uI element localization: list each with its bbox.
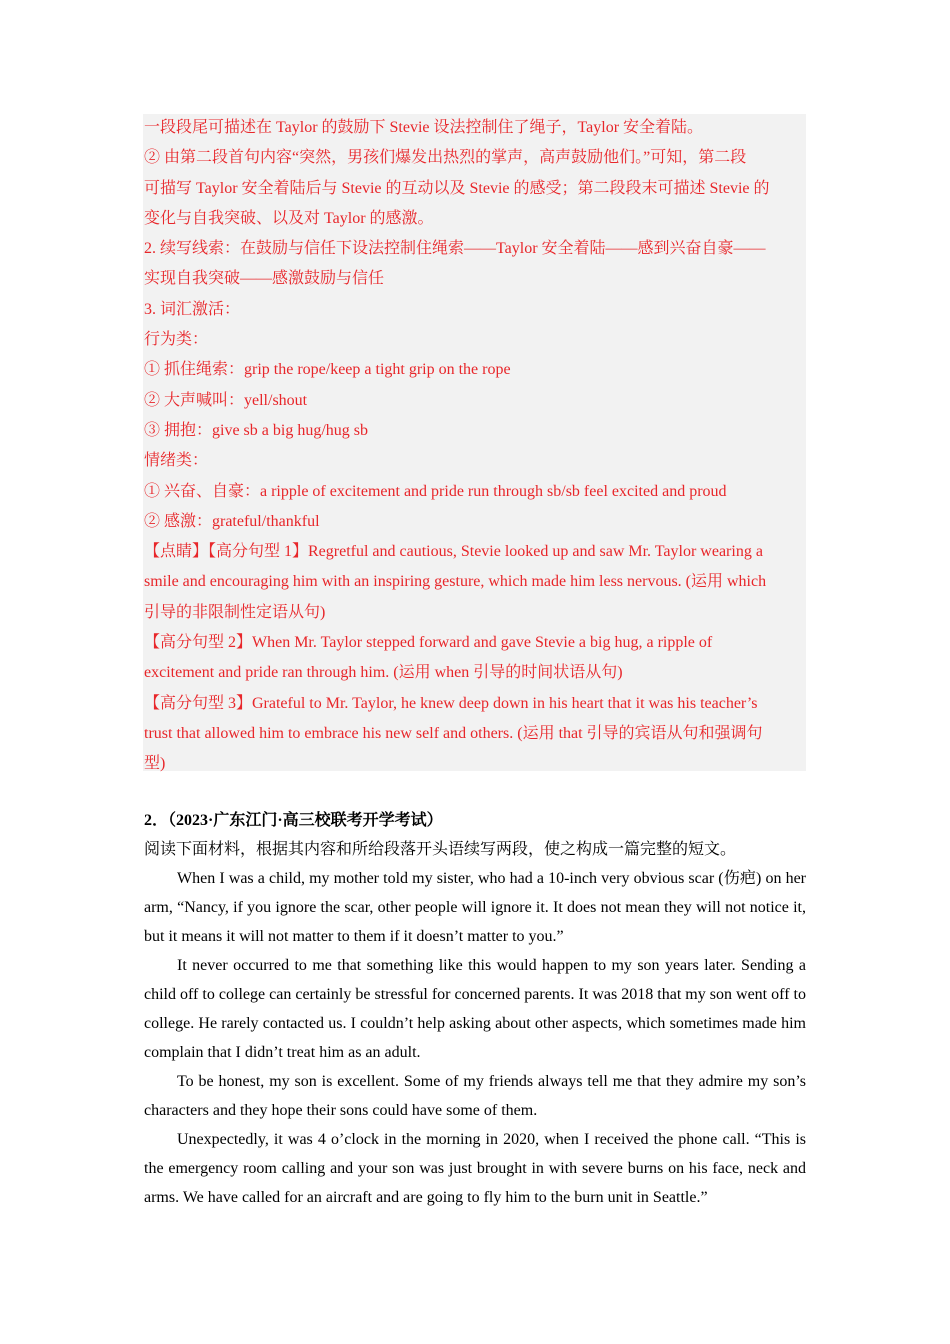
answer-line: 实现自我突破——感激鼓励与信任 bbox=[144, 270, 385, 288]
story-paragraph: When I was a child, my mother told my sister, who had a 10-inch very obvious scar (伤疤) on her arm, “Nancy, if you ignore the scar, other people will ignore it. It does not mean they will not notice it, but it means it will not matter to them if it doesn’t matter to you.” bbox=[144, 870, 806, 945]
answer-line: 行为类： bbox=[144, 331, 209, 349]
answer-line: 【点睛】【高分句型 1】Regretful and cautious, Stevie looked up and saw Mr. Taylor wearing a bbox=[144, 543, 763, 561]
answer-line: excitement and pride ran through him. (运用 when 引导的时间状语从句) bbox=[144, 664, 623, 682]
answer-line: 【高分句型 2】When Mr. Taylor stepped forward and gave Stevie a big hug, a ripple of bbox=[144, 634, 713, 652]
story-paragraph: It never occurred to me that something like this would happen to my son years later. Sending a child off to college can certainly be stressful for concerned parents. It was 2018 that my son went off to college. He rarely contacted us. I couldn’t help asking about other aspects, which sometimes made him complain that I didn’t treat him as an adult. bbox=[144, 957, 806, 1061]
answer-line: 【高分句型 3】Grateful to Mr. Taylor, he knew deep down in his heart that it was his teacher’s bbox=[144, 694, 758, 712]
answer-line: 变化与自我突破、以及对 Taylor 的感激。 bbox=[144, 209, 434, 227]
answer-line: ③ 拥抱：give sb a big hug/hug sb bbox=[144, 421, 368, 439]
answer-line: 2. 续写线索：在鼓励与信任下设法控制住绳索——Taylor 安全着陆——感到兴奋自豪—— bbox=[144, 240, 766, 258]
story-paragraph: To be honest, my son is excellent. Some of my friends always tell me that they admire my son’s characters and they hope their sons could have some of them. bbox=[144, 1073, 806, 1119]
question-section bbox=[144, 806, 806, 1212]
answer-line: 型) bbox=[144, 755, 166, 773]
answer-line: ② 大声喊叫：yell/shout bbox=[144, 391, 308, 409]
answer-line: 可描写 Taylor 安全着陆后与 Stevie 的互动以及 Stevie 的感受；第二段段末可描述 Stevie 的 bbox=[144, 179, 770, 197]
answer-line: 引导的非限制性定语从句) bbox=[144, 603, 326, 621]
answer-line: 情绪类： bbox=[144, 452, 209, 470]
story-paragraph: Unexpectedly, it was 4 o’clock in the morning in 2020, when I received the phone call. “This is the emergency room calling and your son was just brought in with severe burns on his face, neck and arms. We have called for an aircraft and are going to fly him to the burn unit in Seattle.” bbox=[144, 1131, 806, 1206]
answer-line: ① 兴奋、自豪：a ripple of excitement and pride run through sb/sb feel excited and proud bbox=[144, 482, 727, 500]
answer-analysis-box bbox=[143, 114, 806, 771]
answer-line: smile and encouraging him with an inspiring gesture, which made him less nervous. (运用 which bbox=[144, 573, 767, 591]
answer-line: 3. 词汇激活： bbox=[144, 300, 241, 318]
answer-line: 一段段尾可描述在 Taylor 的鼓励下 Stevie 设法控制住了绳子，Taylor 安全着陆。 bbox=[144, 119, 704, 136]
question-title: 2．（2023·广东江门·高三校联考开学考试） bbox=[144, 812, 443, 829]
answer-line: trust that allowed him to embrace his new self and others. (运用 that 引导的宾语从句和强调句 bbox=[144, 724, 763, 742]
answer-line: ② 由第二段首句内容“突然，男孩们爆发出热烈的掌声，高声鼓励他们。”可知，第二段 bbox=[144, 149, 747, 167]
answer-line: ① 抓住绳索：grip the rope/keep a tight grip on the rope bbox=[144, 361, 511, 379]
question-instruction: 阅读下面材料，根据其内容和所给段落开头语续写两段，使之构成一篇完整的短文。 bbox=[144, 841, 737, 858]
answer-line: ② 感激：grateful/thankful bbox=[144, 512, 320, 530]
